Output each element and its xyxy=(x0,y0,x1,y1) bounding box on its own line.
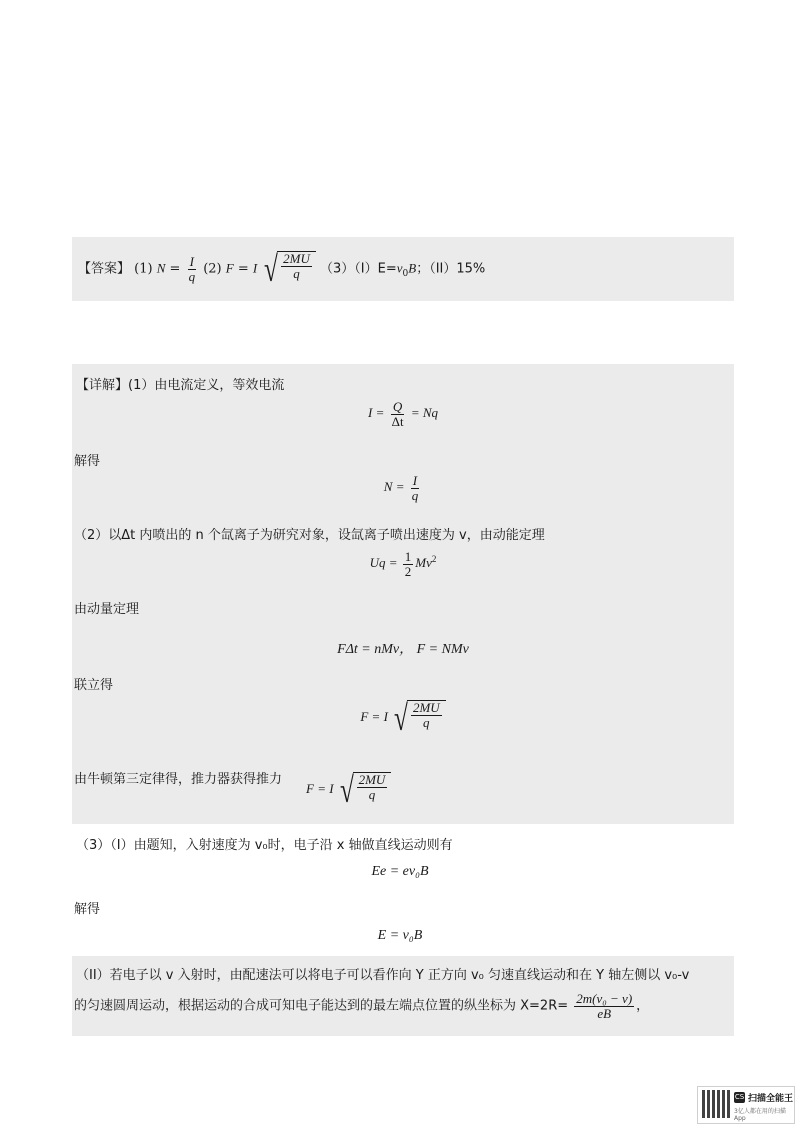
eq-field: Ee = ev₀B xyxy=(371,864,429,879)
eq-E: E = v₀B xyxy=(377,928,423,943)
scanner-tagline: 3亿人都在用的扫描App xyxy=(734,1108,786,1122)
eq-momentum: FΔt = nMv， F = NMv xyxy=(337,642,469,657)
detail-intro: 【详解】(1）由电流定义，等效电流 xyxy=(76,378,285,393)
scanner-name: 扫描全能王 xyxy=(748,1094,794,1104)
jiede-1: 解得 xyxy=(74,454,101,469)
answer-part3b: ；（II）15% xyxy=(416,261,486,277)
detail-momentum: 由动量定理 xyxy=(74,602,140,617)
detail-combine: 联立得 xyxy=(74,678,114,693)
eq-N: N = $\frac{I}{q}$ xyxy=(383,473,419,503)
answer-part3: （3）（I）E= xyxy=(320,261,397,277)
eq-thrust-2: F = I √ $\frac{2MU}{q}$ xyxy=(306,772,391,808)
eq-thrust: F = I √ $\frac{2MU}{q}$ xyxy=(72,700,734,736)
answer-label: 【答案】 xyxy=(78,261,131,277)
detail-label: 【详解】 xyxy=(76,378,129,393)
detail-part3-ii: （II）若电子以 v 入射时，由配速法可以将电子可以看作向 Y 正方向 v₀ 匀速直线运动和在 Y 轴左侧以 v₀-v xyxy=(76,968,690,983)
part2-box xyxy=(72,956,734,1036)
answer-line: 【答案】 (1) N = $\frac{I}{q}$ (2) F = I √ $\frac{2MU}{q}$ $(3)(I)E=v_0B$；（II）15% xyxy=(78,249,486,289)
answer-box xyxy=(72,237,734,301)
detail-box xyxy=(72,364,734,824)
answer-part1: (1) xyxy=(134,261,153,277)
scanner-watermark xyxy=(697,1086,795,1124)
detail-part2: （2）以Δt 内喷出的 n 个氙离子为研究对象，设氙离子喷出速度为 v，由动能定理 xyxy=(74,528,545,543)
answer-part2: (2) xyxy=(203,261,222,277)
eq-current: I = $\frac{Q}{\Delta t}$ = Nq xyxy=(367,399,439,429)
detail-part3-ii-cont: 的匀速圆周运动，根据运动的合成可知电子能达到的最左端点位置的纵坐标为 X=2R= $\frac{\text{2m(v₀ − v)}}{eB}$ ， xyxy=(74,991,650,1021)
jiede-2: 解得 xyxy=(74,902,101,917)
qr-code-icon xyxy=(702,1090,730,1118)
detail-newton: 由牛顿第三定律得，推力器获得推力 xyxy=(74,772,283,787)
detail-part3: （3）（I）由题知，入射速度为 v₀时，电子沿 x 轴做直线运动则有 xyxy=(76,838,453,853)
eq-energy: Uq = $\frac{1}{2}$ Mv$^2$ xyxy=(369,549,437,579)
answer-frac-n: $\frac{I}{q}$ xyxy=(188,253,196,284)
cs-logo-icon: CS xyxy=(734,1093,745,1101)
answer-sqrt: √ $\frac{2MU}{q}$ xyxy=(261,251,315,287)
